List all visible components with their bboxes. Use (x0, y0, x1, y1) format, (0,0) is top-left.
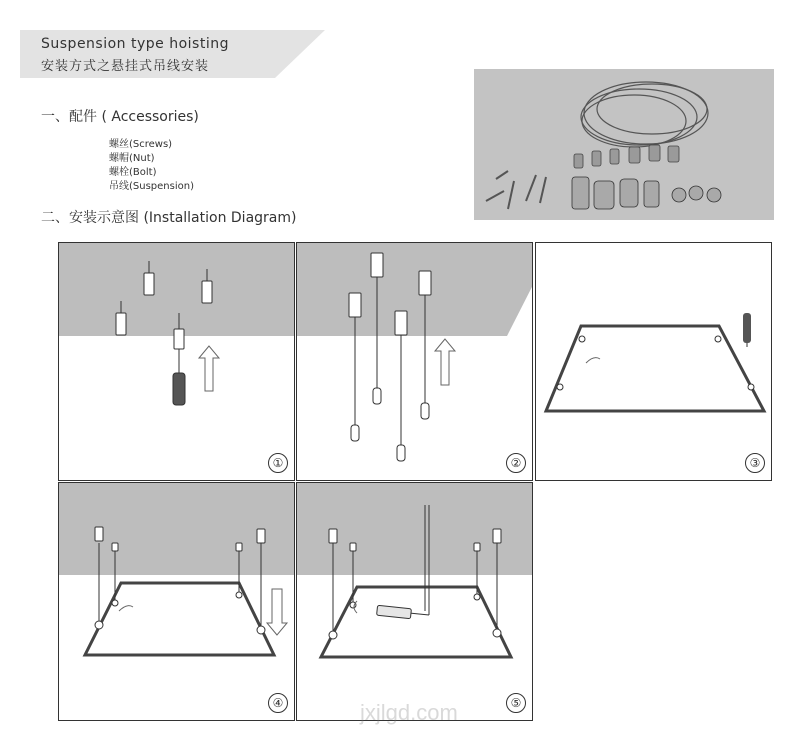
step-number: ④ (268, 693, 288, 713)
accessories-photo (474, 69, 774, 220)
watermark: jxjlgd.com (360, 700, 458, 725)
step-panel-1 (58, 242, 295, 481)
step-1-illustration (59, 243, 295, 481)
step-panel-5 (296, 482, 533, 721)
step-panel-4 (58, 482, 295, 721)
step-number: ① (268, 453, 288, 473)
accessory-item: 吊线(Suspension) (109, 181, 194, 192)
accessories-list (109, 138, 194, 194)
step-panel-3 (535, 242, 772, 481)
installation-diagram (58, 242, 773, 720)
step-2-illustration (297, 243, 533, 481)
accessory-item: 螺栓(Bolt) (109, 167, 157, 178)
accessories-heading: 一、配件 ( Accessories) (41, 109, 199, 125)
step-number: ③ (745, 453, 765, 473)
step-number: ⑤ (506, 693, 526, 713)
installation-heading: 二、安装示意图 (Installation Diagram) (41, 210, 297, 226)
accessory-item: 螺丝(Screws) (109, 139, 173, 150)
step-5-illustration (297, 483, 533, 721)
page-title: Suspension type hoisting (41, 36, 229, 52)
step-3-illustration (536, 243, 772, 481)
accessory-item: 螺帽(Nut) (109, 153, 155, 164)
step-number: ② (506, 453, 526, 473)
page-subtitle: 安装方式之悬挂式吊线安装 (41, 59, 210, 74)
step-4-illustration (59, 483, 295, 721)
step-panel-2 (296, 242, 533, 481)
